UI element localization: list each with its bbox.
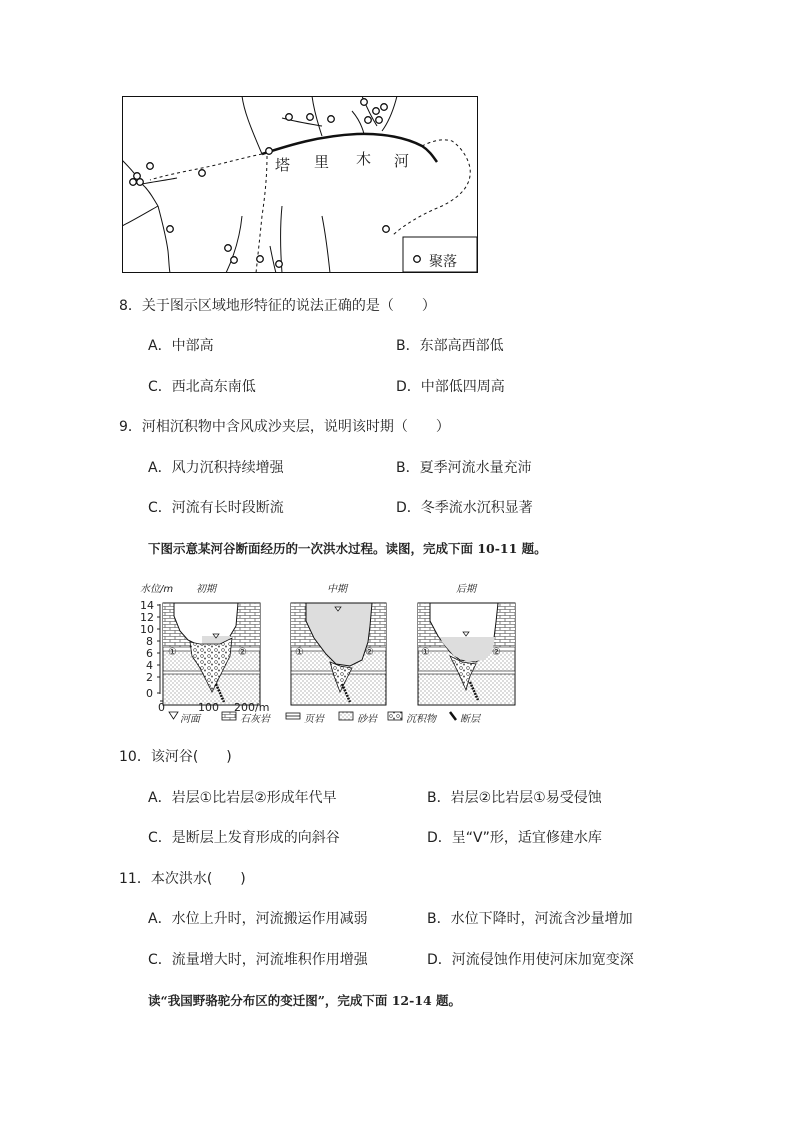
legend-shale: 页岩 <box>304 714 324 725</box>
option-8d[interactable]: D．中部低四周高 <box>396 379 505 395</box>
x-tick: 0 <box>158 701 165 714</box>
option-11a[interactable]: A．水位上升时，河流搬运作用减弱 <box>148 911 368 927</box>
option-10b[interactable]: B．岩层②比岩层①易受侵蚀 <box>427 790 602 806</box>
option-11b[interactable]: B．水位下降时，河流含沙量增加 <box>427 911 633 927</box>
legend-river-surface: 河面 <box>180 714 200 725</box>
x-tick: 200/m <box>234 701 270 714</box>
y-tick: 0 <box>146 687 153 700</box>
option-10a[interactable]: A．岩层①比岩层②形成年代早 <box>148 790 337 806</box>
rock-layer-2-label: ② <box>492 647 501 658</box>
intro-12-14: 读“我国野骆驼分布区的变迁图”，完成下面 12-14 题。 <box>148 993 462 1008</box>
panel-title-late: 后期 <box>456 584 476 595</box>
y-tick: 6 <box>146 647 153 660</box>
river-label-char: 塔 <box>275 156 291 174</box>
y-tick: 4 <box>146 659 153 672</box>
legend-sediment: 沉积物 <box>406 714 436 725</box>
option-8a[interactable]: A．中部高 <box>148 338 214 354</box>
option-9b[interactable]: B．夏季河流水量充沛 <box>396 460 532 476</box>
y-axis-label: 水位/m <box>140 584 174 595</box>
option-8c[interactable]: C．西北高东南低 <box>148 379 256 395</box>
map-drawing <box>122 96 478 273</box>
option-9c[interactable]: C．河流有长时段断流 <box>148 500 284 516</box>
option-8b[interactable]: B．东部高西部低 <box>396 338 504 354</box>
legend-fault: 断层 <box>460 714 480 725</box>
panel-title-early: 初期 <box>196 584 216 595</box>
rock-layer-1-label: ① <box>295 647 304 658</box>
option-9a[interactable]: A．风力沉积持续增强 <box>148 460 284 476</box>
option-11c[interactable]: C．流量增大时，河流堆积作用增强 <box>148 952 368 968</box>
river-label-char: 木 <box>356 150 372 168</box>
legend-label: 聚落 <box>429 254 457 270</box>
y-tick: 14 <box>140 599 154 612</box>
y-tick: 10 <box>140 623 154 636</box>
option-10c[interactable]: C．是断层上发育形成的向斜谷 <box>148 830 340 846</box>
intro-10-11: 下图示意某河谷断面经历的一次洪水过程。读图，完成下面 10-11 题。 <box>148 541 547 556</box>
flood-valley-figure <box>130 576 525 726</box>
y-tick: 8 <box>146 635 153 648</box>
rock-layer-1-label: ① <box>421 647 430 658</box>
option-9d[interactable]: D．冬季流水沉积显著 <box>396 500 533 516</box>
rock-layer-1-label: ① <box>168 647 177 658</box>
y-tick: 12 <box>140 611 154 624</box>
question-9-stem: 9．河相沉积物中含风成沙夹层，说明该时期（ ） <box>119 419 450 435</box>
option-11d[interactable]: D．河流侵蚀作用使河床加宽变深 <box>427 952 634 968</box>
legend-sandstone: 砂岩 <box>357 714 377 725</box>
river-label-char: 河 <box>394 152 410 170</box>
panel-title-middle: 中期 <box>327 584 347 595</box>
river-label-char: 里 <box>314 153 330 171</box>
valley-drawing <box>130 576 525 726</box>
legend-limestone: 石灰岩 <box>240 714 270 725</box>
question-8-stem: 8．关于图示区域地形特征的说法正确的是（ ） <box>119 298 436 314</box>
rock-layer-2-label: ② <box>238 647 247 658</box>
question-11-stem: 11．本次洪水( ) <box>119 871 246 887</box>
question-10-stem: 10．该河谷( ) <box>119 749 232 765</box>
tarim-river-map <box>122 96 478 273</box>
option-10d[interactable]: D．呈“V”形，适宜修建水库 <box>427 830 602 846</box>
rock-layer-2-label: ② <box>365 647 374 658</box>
x-tick: 100 <box>198 701 219 714</box>
y-tick: 2 <box>146 671 153 684</box>
